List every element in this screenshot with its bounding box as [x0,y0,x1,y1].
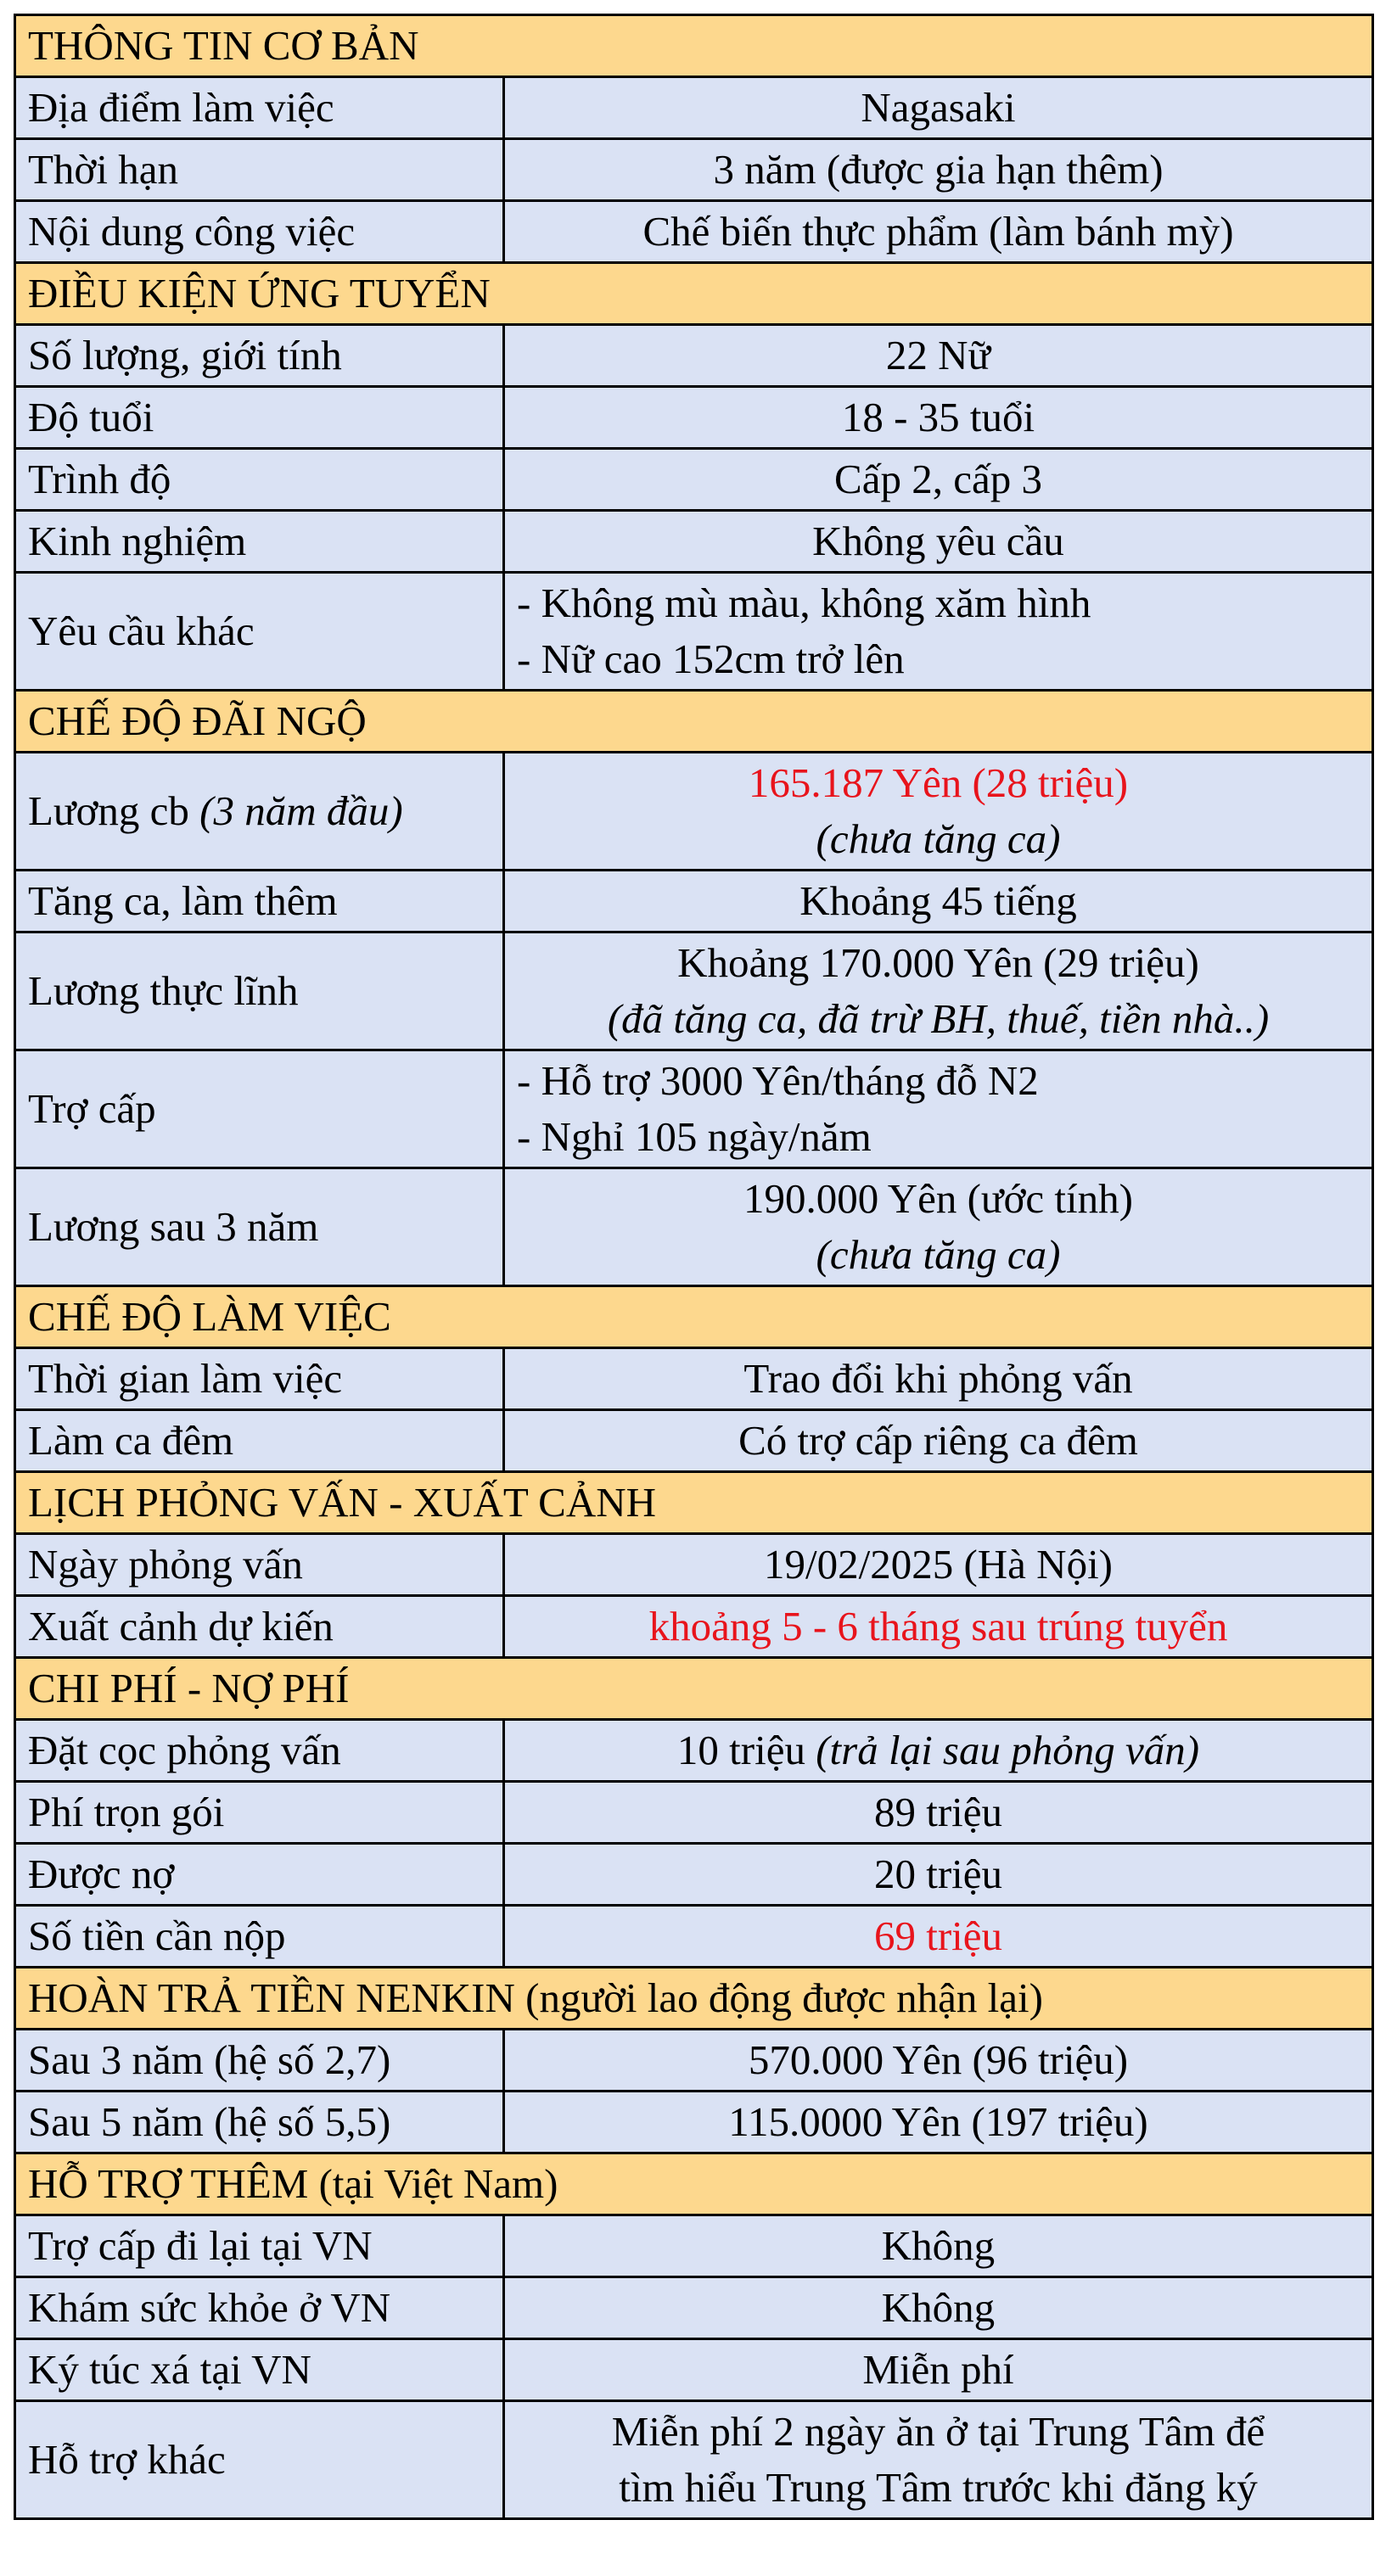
row-label: Sau 3 năm (hệ số 2,7) [15,2030,504,2092]
row-label: Làm ca đêm [15,1410,504,1472]
value-line: - Nghỉ 105 ngày/năm [517,1113,872,1160]
row-label: Số lượng, giới tính [15,325,504,387]
row-value: Chế biến thực phẩm (làm bánh mỳ) [504,201,1373,263]
table-row [15,1410,1373,1472]
row-value: Khoảng 45 tiếng [504,871,1373,932]
row-value [504,1050,1373,1168]
pay-value: 69 triệu [504,1906,1373,1968]
section-support [15,2153,1373,2215]
row-value: Cấp 2, cấp 3 [504,449,1373,511]
table-row [15,1906,1373,1968]
row-value: 19/02/2025 (Hà Nội) [504,1534,1373,1596]
table-row [15,1050,1373,1168]
row-label: Trợ cấp đi lại tại VN [15,2215,504,2277]
table-row [15,932,1373,1050]
table-row [15,2092,1373,2153]
row-label: Trợ cấp [15,1050,504,1168]
departure-value: khoảng 5 - 6 tháng sau trúng tuyển [504,1596,1373,1658]
row-value: 570.000 Yên (96 triệu) [504,2030,1373,2092]
row-label: Phí trọn gói [15,1782,504,1844]
row-label: Địa điểm làm việc [15,77,504,139]
value-note: (chưa tăng ca) [816,1231,1061,1278]
row-label: Trình độ [15,449,504,511]
row-label: Lương thực lĩnh [15,932,504,1050]
row-value [504,2401,1373,2519]
table-row [15,871,1373,932]
row-label: Số tiền cần nộp [15,1906,504,1968]
value-line: tìm hiểu Trung Tâm trước khi đăng ký [619,2464,1258,2511]
table-row [15,2030,1373,2092]
table-row [15,753,1373,871]
row-label: Nội dung công việc [15,201,504,263]
value-note: (chưa tăng ca) [816,815,1061,862]
table-row [15,573,1373,691]
row-value: Không yêu cầu [504,511,1373,573]
table-row [15,325,1373,387]
value-note: (trả lại sau phỏng vấn) [816,1727,1200,1773]
row-label: Yêu cầu khác [15,573,504,691]
row-label: Lương sau 3 năm [15,1168,504,1286]
table-row [15,2339,1373,2401]
value-line: - Không mù màu, không xăm hình [517,580,1091,626]
row-value: 3 năm (được gia hạn thêm) [504,139,1373,201]
row-value: Nagasaki [504,77,1373,139]
table-row [15,511,1373,573]
table-row [15,201,1373,263]
row-label: Khám sức khỏe ở VN [15,2277,504,2339]
table-row [15,1534,1373,1596]
row-label: Hỗ trợ khác [15,2401,504,2519]
salary-value: 165.187 Yên (28 triệu) [748,759,1129,806]
row-value [504,1168,1373,1286]
row-value [504,573,1373,691]
section-title: ĐIỀU KIỆN ỨNG TUYỂN [15,263,1373,325]
section-title: CHẾ ĐỘ LÀM VIỆC [15,1286,1373,1348]
section-costs [15,1658,1373,1720]
value-line: - Hỗ trợ 3000 Yên/tháng đỗ N2 [517,1057,1039,1104]
table-row [15,387,1373,449]
row-label: Thời hạn [15,139,504,201]
row-label: Kinh nghiệm [15,511,504,573]
section-schedule [15,1472,1373,1534]
table-row [15,449,1373,511]
row-value [504,932,1373,1050]
row-value: 22 Nữ [504,325,1373,387]
section-benefits [15,691,1373,753]
table-row [15,1844,1373,1906]
row-value: 89 triệu [504,1782,1373,1844]
table-row [15,77,1373,139]
row-value: 18 - 35 tuổi [504,387,1373,449]
value-line: Khoảng 170.000 Yên (29 triệu) [677,939,1199,986]
table-row [15,2401,1373,2519]
row-value [504,753,1373,871]
row-label: Thời gian làm việc [15,1348,504,1410]
table-row [15,1782,1373,1844]
row-value: 115.0000 Yên (197 triệu) [504,2092,1373,2153]
row-value: Có trợ cấp riêng ca đêm [504,1410,1373,1472]
label-note: (3 năm đầu) [199,787,403,834]
row-label: Độ tuổi [15,387,504,449]
row-value: Trao đổi khi phỏng vấn [504,1348,1373,1410]
section-requirements [15,263,1373,325]
row-label: Tăng ca, làm thêm [15,871,504,932]
row-value [504,1720,1373,1782]
row-value: Không [504,2215,1373,2277]
value-line: 190.000 Yên (ước tính) [743,1175,1133,1222]
value-line: Miễn phí 2 ngày ăn ở tại Trung Tâm để [611,2408,1265,2455]
table-row [15,1720,1373,1782]
row-label [15,753,504,871]
table-row [15,139,1373,201]
table-row [15,1596,1373,1658]
section-title: THÔNG TIN CƠ BẢN [15,15,1373,77]
row-label: Ngày phỏng vấn [15,1534,504,1596]
recruitment-info-sheet [14,14,1372,2520]
label-text: Lương cb [28,787,200,834]
row-label: Ký túc xá tại VN [15,2339,504,2401]
row-label: Sau 5 năm (hệ số 5,5) [15,2092,504,2153]
section-title: LỊCH PHỎNG VẤN - XUẤT CẢNH [15,1472,1373,1534]
row-label: Đặt cọc phỏng vấn [15,1720,504,1782]
row-value: Miễn phí [504,2339,1373,2401]
row-value: Không [504,2277,1373,2339]
value-note: (đã tăng ca, đã trừ BH, thuế, tiền nhà..) [607,995,1270,1042]
section-title: HỖ TRỢ THÊM (tại Việt Nam) [15,2153,1373,2215]
section-title: CHI PHÍ - NỢ PHÍ [15,1658,1373,1720]
value-line: - Nữ cao 152cm trở lên [517,636,905,682]
table-row [15,1168,1373,1286]
value-text: 10 triệu [676,1727,816,1773]
table-row [15,1348,1373,1410]
section-title: CHẾ ĐỘ ĐÃI NGỘ [15,691,1373,753]
info-table [14,14,1374,2520]
row-value: 20 triệu [504,1844,1373,1906]
section-nenkin [15,1968,1373,2030]
row-label: Được nợ [15,1844,504,1906]
row-label: Xuất cảnh dự kiến [15,1596,504,1658]
table-row [15,2277,1373,2339]
table-row [15,2215,1373,2277]
section-title: HOÀN TRẢ TIỀN NENKIN (người lao động được nhận lại) [15,1968,1373,2030]
section-basic [15,15,1373,77]
section-work [15,1286,1373,1348]
